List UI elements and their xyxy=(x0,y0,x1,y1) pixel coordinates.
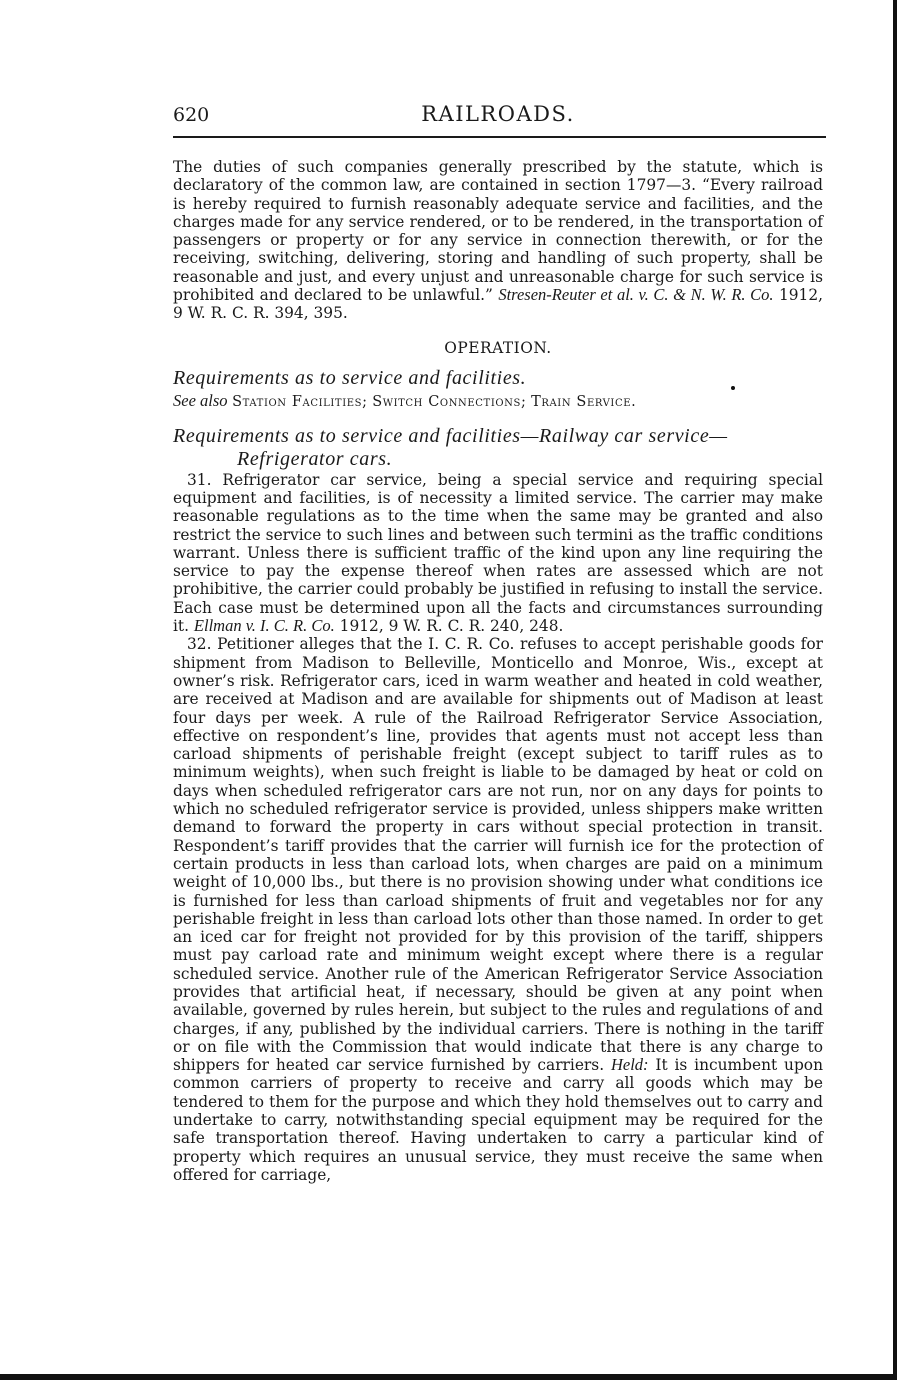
page-body xyxy=(173,100,823,1184)
para31-text: 31. Refrigerator car service, being a special service and requiring special equipment and facilities, is of necessity a limited service. The carrier may make reasonable regulations as to the time when the same may be granted and also restrict the service to such lines and between such termini as the traffic conditions warrant. Unless there is sufficient traffic of the kind upon any line requiring the service to pay the expense thereof when rates are assessed which are not prohibitive, the carrier could probably be justified in refusing to install the service. Each case must be determined upon all the facts and circumstances surrounding it. xyxy=(173,470,823,636)
para32-text-after: It is incumbent upon common carriers of property to receive and carry all goods which may be tendered to them for the purpose and which they hold themselves out to carry and undertake to carry, notwithstanding special equipment may be required for the safe transportation thereof. Having undertaken to carry a particular kind of property which requires an unusual service, they must receive the same when offered for carriage, xyxy=(173,1056,823,1184)
see-also-label: See also xyxy=(173,390,228,410)
running-head: RAILROADS. xyxy=(421,102,575,126)
page-number: 620 xyxy=(173,104,210,126)
header-rule xyxy=(173,136,826,138)
paragraph-32 xyxy=(173,635,823,1184)
para31-citation-reporter: 1912, 9 W. R. C. R. 240, 248. xyxy=(339,617,564,636)
para32-text-before: 32. Petitioner alleges that the I. C. R. Co. refuses to accept perishable goods for shipment from Madison to Belleville, Monticello and Monroe, Wis., except at owner’s risk. Refrigerator cars, iced in warm weather and heated in cold weather, are received at Madison and are available for shipments out of Madison at least four days per week. A rule of the Railroad Refrigerator Service Association, effective on respondent’s line, provides that agents must not accept less than carload shipments of perishable freight (except subject to tariff rules as to minimum weights), when such freight is liable to be damaged by heat or cold on days when scheduled refrigerator cars are not run, nor on any days for points to which no scheduled refrigerator service is provided, unless shippers make written demand to forward the property in cars without special protection in transit. Respondent’s tariff provides that the carrier will furnish ice for the protection of certain products in less than carload lots, when charges are paid on a minimum weight of 10,000 lbs., but there is no provision showing under what conditions ice is furnished for less than carload shipments of fruit and vegetables nor for any perishable freight in less than carload lots other than those named. In order to get an iced car for freight not provided for by this provision of the tariff, shippers must pay carload rate and minimum weight except where there is a regular scheduled service. Another rule of the American Refrigerator Service Association provides that artificial heat, if necessary, should be given at any point when available, governed by rules herein, but subject to the rules and regulations of and charges, if any, published by the individual carriers. There is nothing in the tariff or on file with the Commission that would indicate that there is any charge to shippers for heated car service furnished by carriers. xyxy=(173,635,823,1075)
page-edge-bottom xyxy=(0,1374,897,1380)
see-also-ref-station: Station Facilities; xyxy=(232,393,368,410)
heading-refrigerator-line1: Requirements as to service and facilities—Railway car service— xyxy=(173,424,728,447)
see-also-ref-switch: Switch Connections; xyxy=(372,393,527,410)
intro-text: The duties of such companies generally prescribed by the statute, which is declaratory of the common law, are contained in section 1797—3. “Every railroad is hereby required to furnish reasonably adequate service and facilities, and the charges made for any service rendered, or to be rendered, in the transportation of passengers or property or for any service in connection therewith, or for the receiving, switching, delivering, storing and handling of such property, shall be reasonable and just, and every unjust and unreasonable charge for such service is prohibited and declared to be unlawful.” xyxy=(173,158,823,305)
page-header xyxy=(173,100,823,136)
see-also-ref-train: Train Service. xyxy=(531,393,637,410)
see-also-line xyxy=(173,392,823,411)
section-title: OPERATION. xyxy=(444,338,552,357)
para32-held-label: Held: xyxy=(610,1055,649,1075)
heading-service-facilities: Requirements as to service and facilities. xyxy=(173,366,527,389)
intro-citation-reporter: 1912, 9 W. R. C. R. 394, 395. xyxy=(173,286,823,323)
para31-citation-case: Ellman v. I. C. R. Co. xyxy=(193,616,335,636)
heading-refrigerator-cars xyxy=(173,425,823,471)
paragraph-31 xyxy=(173,471,823,636)
intro-paragraph xyxy=(173,158,823,323)
intro-citation-case: Stresen-Reuter et al. v. C. & N. W. R. Co. xyxy=(498,285,774,305)
heading-refrigerator-line2: Refrigerator cars. xyxy=(237,447,393,470)
page-edge-right xyxy=(893,0,897,1380)
